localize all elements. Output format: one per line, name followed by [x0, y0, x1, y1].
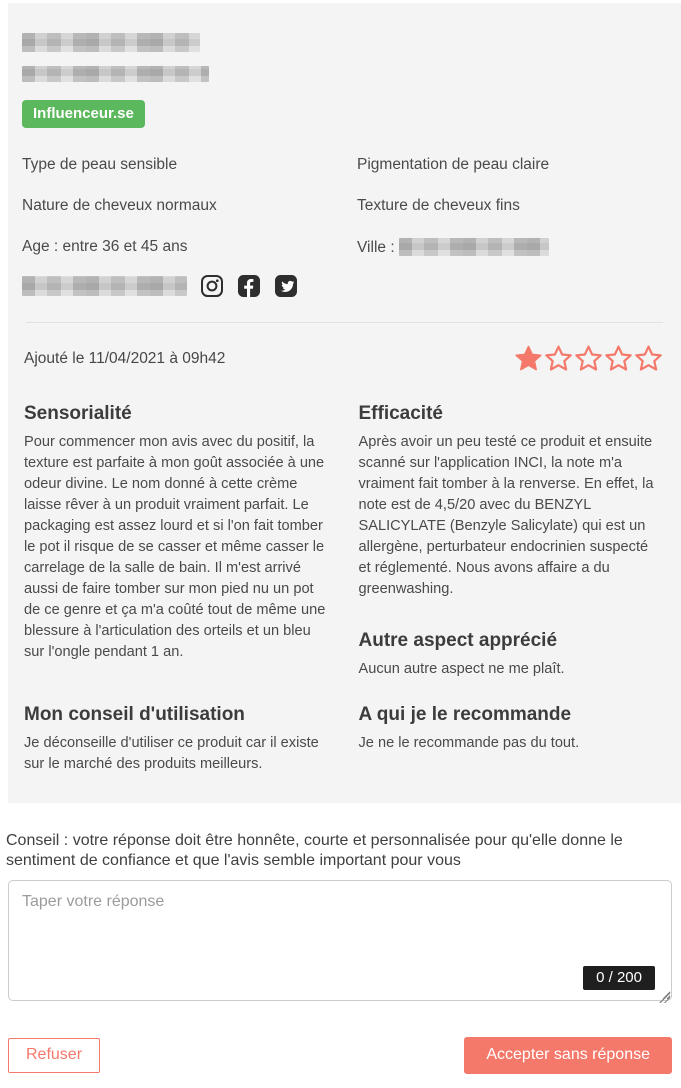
section-autre-aspect — [359, 630, 664, 680]
facebook-icon[interactable] — [237, 274, 261, 298]
refuse-button[interactable]: Refuser — [8, 1038, 100, 1073]
section-recommande — [359, 704, 664, 775]
section-conseil-utilisation — [24, 704, 329, 775]
header-divider — [26, 322, 663, 323]
star-rating — [514, 344, 663, 373]
section-text: Pour commencer mon avis avec du positif, la texture est parfaite à mon goût associée à une odeur divine. Le nom donné à cette crème laisse rêver à un produit vraiment parfait. Le packaging est assez lourd et si l'on fait tomber le pot il risque de se casser et même casser le carrelage de la salle de bain. Il m'est arrivé aussi de faire tomber sur mon pied nu un pot de ce genre et ça m'a coûté tout de même une blessure à l'articulation des orteils et un bleu sur l'ongle pendant 1 an. — [24, 434, 326, 660]
section-sensorialite — [24, 403, 329, 680]
section-title: Mon conseil d'utilisation — [24, 704, 245, 725]
section-title: A qui je le recommande — [358, 704, 572, 725]
section-title: Sensorialité — [24, 403, 132, 424]
reviewer-header — [22, 33, 663, 298]
section-text: Je déconseille d'utiliser ce produit car il existe sur le marché des produits meilleurs. — [24, 735, 319, 772]
reviewer-name-redacted — [22, 33, 200, 52]
username-redacted — [22, 276, 187, 296]
star-icon — [544, 344, 573, 373]
attr-hair-texture: Texture de cheveux fins — [357, 197, 520, 214]
star-icon — [604, 344, 633, 373]
review-card — [8, 3, 681, 803]
influencer-badge: Influenceur.se — [22, 100, 145, 128]
review-meta — [22, 344, 663, 373]
response-advice: Conseil : votre réponse doit être honnête, courte et personnalisée pour qu'elle donne le sentiment de confiance et que l'avis semble important pour vous — [6, 832, 623, 869]
action-bar — [8, 1037, 672, 1088]
attr-skin-type: Type de peau sensible — [22, 156, 178, 173]
star-icon — [514, 344, 543, 373]
twitter-icon[interactable] — [274, 274, 298, 298]
section-efficacite — [359, 403, 664, 600]
reviewer-email-redacted — [22, 66, 209, 82]
attr-age: Age : entre 36 et 45 ans — [22, 238, 188, 255]
reply-input[interactable] — [8, 880, 672, 1001]
star-icon — [634, 344, 663, 373]
right-column — [359, 403, 664, 680]
reply-area — [8, 880, 672, 1006]
section-text: Après avoir un peu testé ce produit et ensuite scanné sur l'application INCI, la note m'a vraiment fait tomber à la renverse. En effet, la note est de 4,5/20 avec du BENZYL SALICYLATE (Benzyle Salicylate) qui est un allergène, perturbateur endocrinien suspecté et réglementé. Nous avons affaire a du greenwashing. — [358, 434, 654, 597]
attr-hair-nature: Nature de cheveux normaux — [22, 197, 217, 214]
review-content — [22, 403, 663, 775]
social-row — [22, 274, 663, 298]
added-date: Ajouté le 11/04/2021 à 09h42 — [24, 349, 226, 367]
attr-city — [357, 230, 663, 264]
star-icon — [574, 344, 603, 373]
city-redacted — [399, 238, 549, 256]
char-counter: 0 / 200 — [583, 966, 655, 990]
section-title: Autre aspect apprécié — [358, 630, 558, 651]
attr-city-label: Ville : — [357, 239, 395, 256]
section-title: Efficacité — [358, 403, 443, 424]
section-text: Je ne le recommande pas du tout. — [358, 735, 580, 751]
attr-skin-pigment: Pigmentation de peau claire — [357, 156, 550, 173]
accept-without-reply-button[interactable]: Accepter sans réponse — [464, 1037, 672, 1074]
section-text: Aucun autre aspect ne me plaît. — [358, 661, 565, 677]
instagram-icon[interactable] — [200, 274, 224, 298]
reviewer-attributes — [22, 140, 663, 264]
